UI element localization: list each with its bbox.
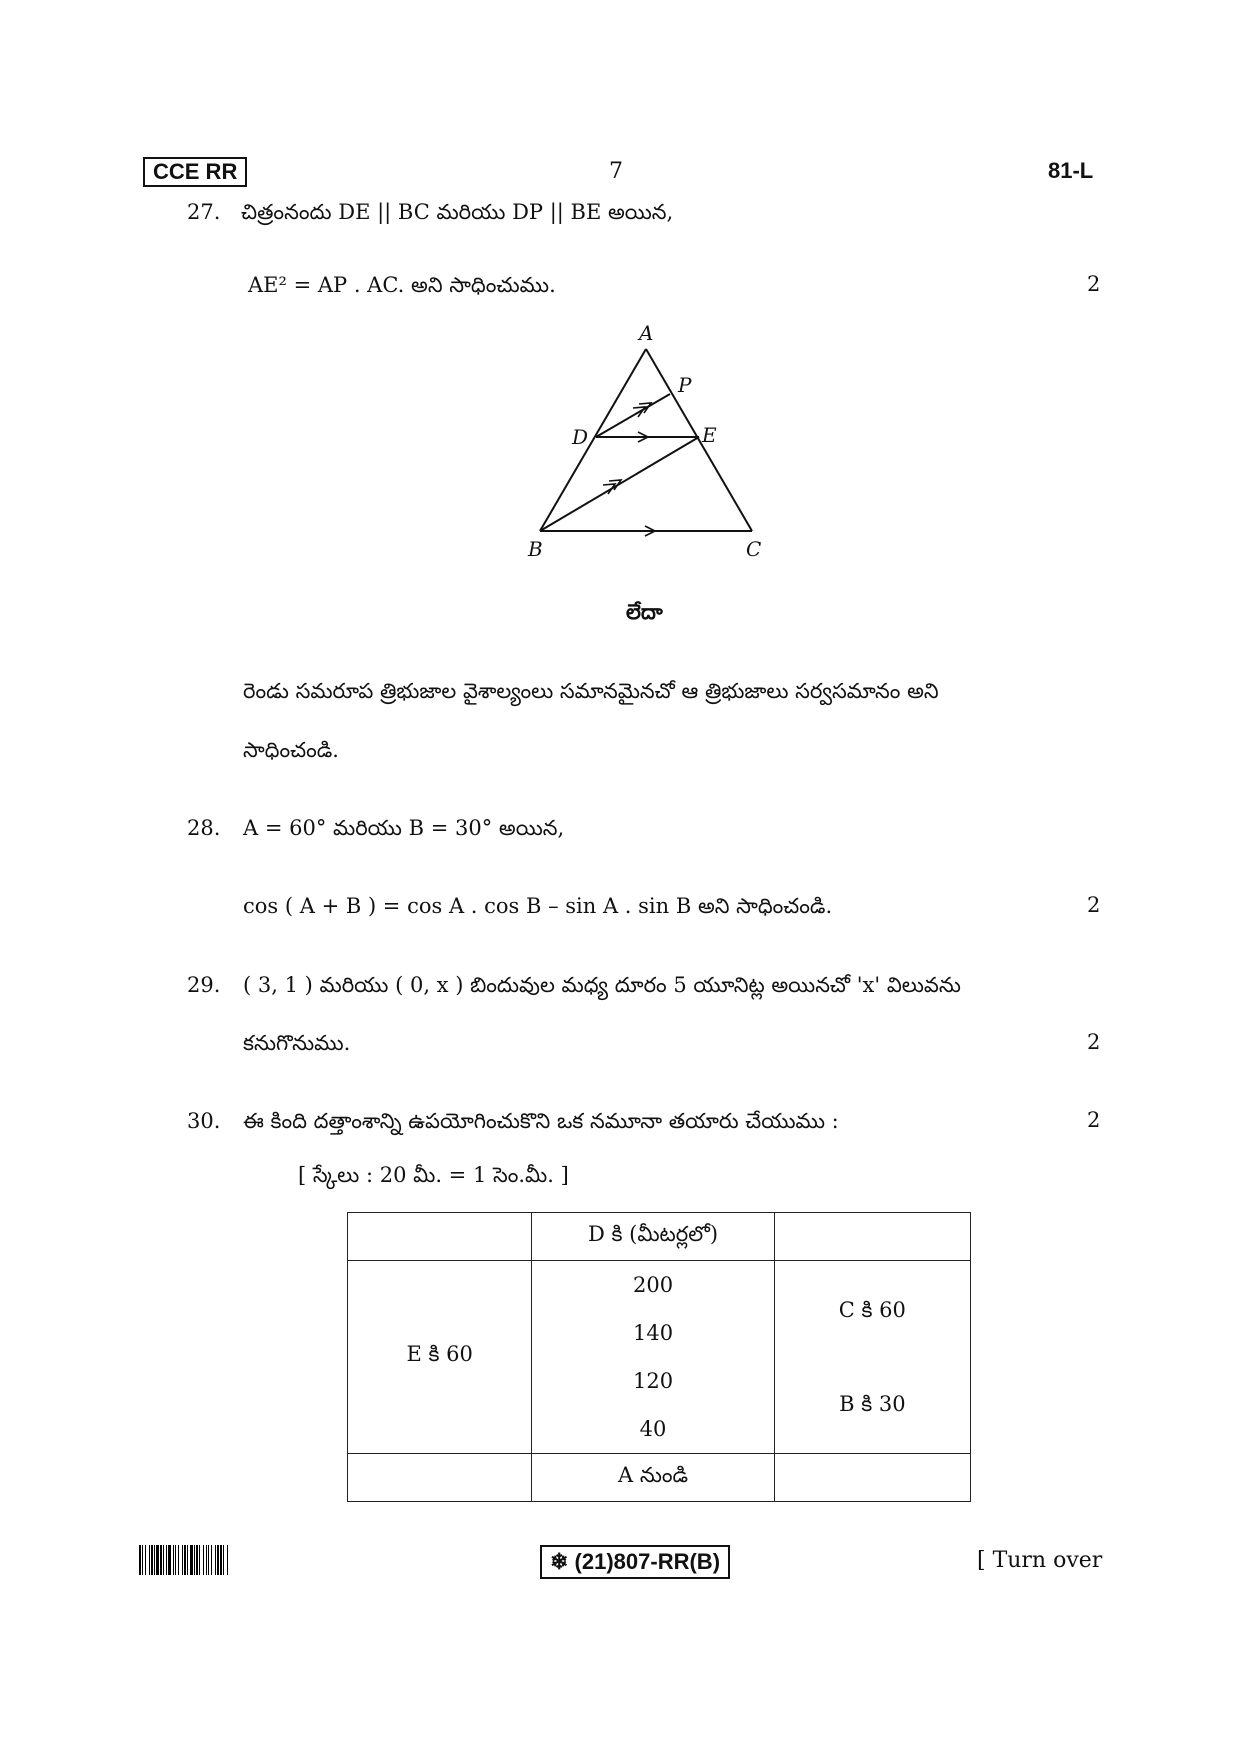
label-c: C xyxy=(746,537,762,561)
paper-code: 81-L xyxy=(1048,158,1094,183)
table-footer-right xyxy=(774,1454,970,1502)
side-ac xyxy=(646,349,752,531)
q30-line1: ఈ కింది దత్తాంశాన్ని ఉపయోగించుకొని ఒక నమూనా తయారు చేయుము : xyxy=(243,1109,839,1133)
label-e: E xyxy=(702,423,717,447)
turn-over-text: [ Turn over xyxy=(977,1548,1103,1573)
or-separator: లేదా xyxy=(626,599,663,624)
table-footer-left xyxy=(348,1454,532,1502)
label-b: B xyxy=(528,537,543,561)
q28-line1: A = 60° మరియు B = 30° అయిన, xyxy=(243,816,565,840)
q29-line1: ( 3, 1 ) మరియు ( 0, x ) బిందువుల మధ్య దూరం 5 యూనిట్ల అయినచో 'x' విలువను xyxy=(243,973,961,997)
table-footer-mid: A నుండి xyxy=(532,1454,774,1502)
barcode-stripe xyxy=(228,1545,229,1575)
table-value: 200 xyxy=(632,1273,674,1297)
question-number-30: 30. xyxy=(187,1109,221,1133)
label-d: D xyxy=(572,425,589,449)
table-value: 140 xyxy=(632,1321,674,1345)
table-right-cell xyxy=(774,1261,970,1454)
page-number: 7 xyxy=(609,159,623,184)
q27-alt-line2: సాధించండి. xyxy=(243,738,339,762)
q27-alt-line1: రెండు సమరూప త్రిభుజాల వైశాల్యంలు సమానమైనచో ఆ త్రిభుజాలు సర్వసమానం అని xyxy=(243,679,939,703)
q30-scale-note: [ స్కేలు : 20 మీ. = 1 సెం.మీ. ] xyxy=(298,1163,569,1187)
side-ab xyxy=(540,349,646,531)
q27-line2: AE² = AP . AC. అని సాధించుము. xyxy=(248,273,556,297)
q30-marks: 2 xyxy=(1087,1108,1101,1132)
q27-marks: 2 xyxy=(1087,272,1101,296)
table-header-mid: D కి (మీటర్లలో) xyxy=(532,1213,774,1261)
q28-line2: cos ( A + B ) = cos A . cos B – sin A . sin B అని సాధించండి. xyxy=(243,894,833,918)
q29-marks: 2 xyxy=(1087,1030,1101,1054)
q29-line2: కనుగొనుము. xyxy=(243,1031,351,1055)
label-p: P xyxy=(678,373,692,397)
segment-be xyxy=(540,437,699,531)
table-left-cell: E కి 60 xyxy=(348,1261,532,1454)
q28-marks: 2 xyxy=(1087,893,1101,917)
table-right-top: C కి 60 xyxy=(838,1298,906,1322)
question-number-28: 28. xyxy=(187,816,221,840)
route-table xyxy=(347,1212,971,1502)
question-number-27: 27. xyxy=(187,200,221,224)
triangle-figure xyxy=(520,318,780,568)
question-number-29: 29. xyxy=(187,973,221,997)
header-code-box: CCE RR xyxy=(143,157,247,187)
table-header-right xyxy=(774,1213,970,1261)
barcode xyxy=(139,1545,381,1575)
q27-line1: చిత్రంనందు DE || BC మరియు DP || BE అయిన, xyxy=(241,200,674,224)
table-mid-values xyxy=(532,1261,774,1454)
table-header-left xyxy=(348,1213,532,1261)
table-value: 120 xyxy=(632,1369,674,1393)
table-value: 40 xyxy=(639,1417,667,1441)
table-right-bottom: B కి 30 xyxy=(839,1392,906,1416)
label-a: A xyxy=(639,321,654,345)
footer-paper-code-box: ❄ (21)807-RR(B) xyxy=(540,1545,730,1579)
